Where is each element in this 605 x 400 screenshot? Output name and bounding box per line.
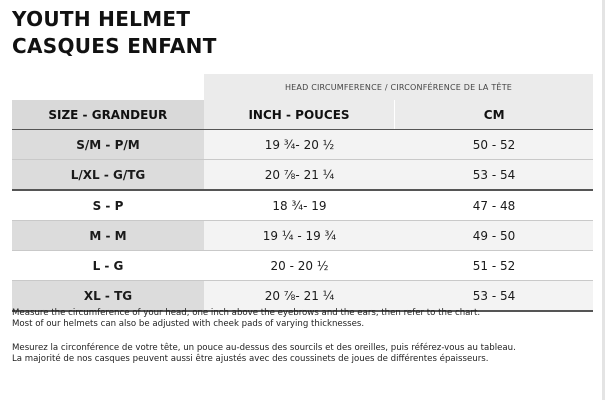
group-header-row: [12, 74, 593, 100]
size-chart-table: [12, 74, 593, 312]
table-row: [12, 191, 593, 221]
inch-cell: 18 ¾- 19: [204, 191, 395, 220]
table-row: [12, 221, 593, 251]
table-row: [12, 160, 593, 191]
cm-cell: 47 - 48: [395, 191, 593, 220]
size-cell: L/XL - G/TG: [12, 160, 204, 189]
inch-cell: 19 ¾- 20 ½: [204, 130, 395, 159]
cm-column-header: CM: [395, 100, 593, 129]
table-row: [12, 251, 593, 281]
notes-spacer: [12, 330, 597, 343]
cm-cell: 53 - 54: [395, 160, 593, 189]
size-cell: XL - TG: [12, 281, 204, 310]
note-french-line-1: Mesurez la circonférence de votre tête, un pouce au-dessus des sourcils et des oreilles, puis référez-vous au tableau.: [12, 343, 516, 353]
size-cell: S - P: [12, 191, 204, 220]
inch-column-header: INCH - POUCES: [204, 100, 396, 129]
table-body: [12, 130, 593, 312]
inch-cell: 20 ⅞- 21 ¼: [204, 281, 395, 310]
measurement-notes: [12, 308, 597, 365]
cm-cell: 53 - 54: [395, 281, 593, 310]
inch-cell: 20 ⅞- 21 ¼: [204, 160, 395, 189]
page-title: [12, 6, 217, 60]
size-cell: L - G: [12, 251, 204, 280]
size-cell: M - M: [12, 221, 204, 250]
inch-cell: 20 - 20 ½: [204, 251, 395, 280]
size-cell: S/M - P/M: [12, 130, 204, 159]
size-column-header: SIZE - GRANDEUR: [12, 100, 204, 129]
cm-cell: 51 - 52: [395, 251, 593, 280]
head-circumference-header: HEAD CIRCUMFERENCE / CIRCONFÉRENCE DE LA TÊTE: [204, 74, 593, 100]
column-header-row: [12, 100, 593, 130]
note-french-line-2: La majorité de nos casques peuvent aussi être ajustés avec des coussinets de joues de différentes épaisseurs.: [12, 354, 489, 364]
group-header-spacer: [12, 74, 204, 100]
table-row: [12, 130, 593, 160]
cm-cell: 49 - 50: [395, 221, 593, 250]
note-english-line-1: Measure the circumference of your head, one inch above the eyebrows and the ears, then refer to the chart.: [12, 308, 481, 318]
note-english-line-2: Most of our helmets can also be adjusted with cheek pads of varying thicknesses.: [12, 319, 365, 329]
title-english: YOUTH HELMET: [12, 7, 191, 31]
inch-cell: 19 ¼ - 19 ¾: [204, 221, 395, 250]
cm-cell: 50 - 52: [395, 130, 593, 159]
title-french: CASQUES ENFANT: [12, 34, 217, 58]
